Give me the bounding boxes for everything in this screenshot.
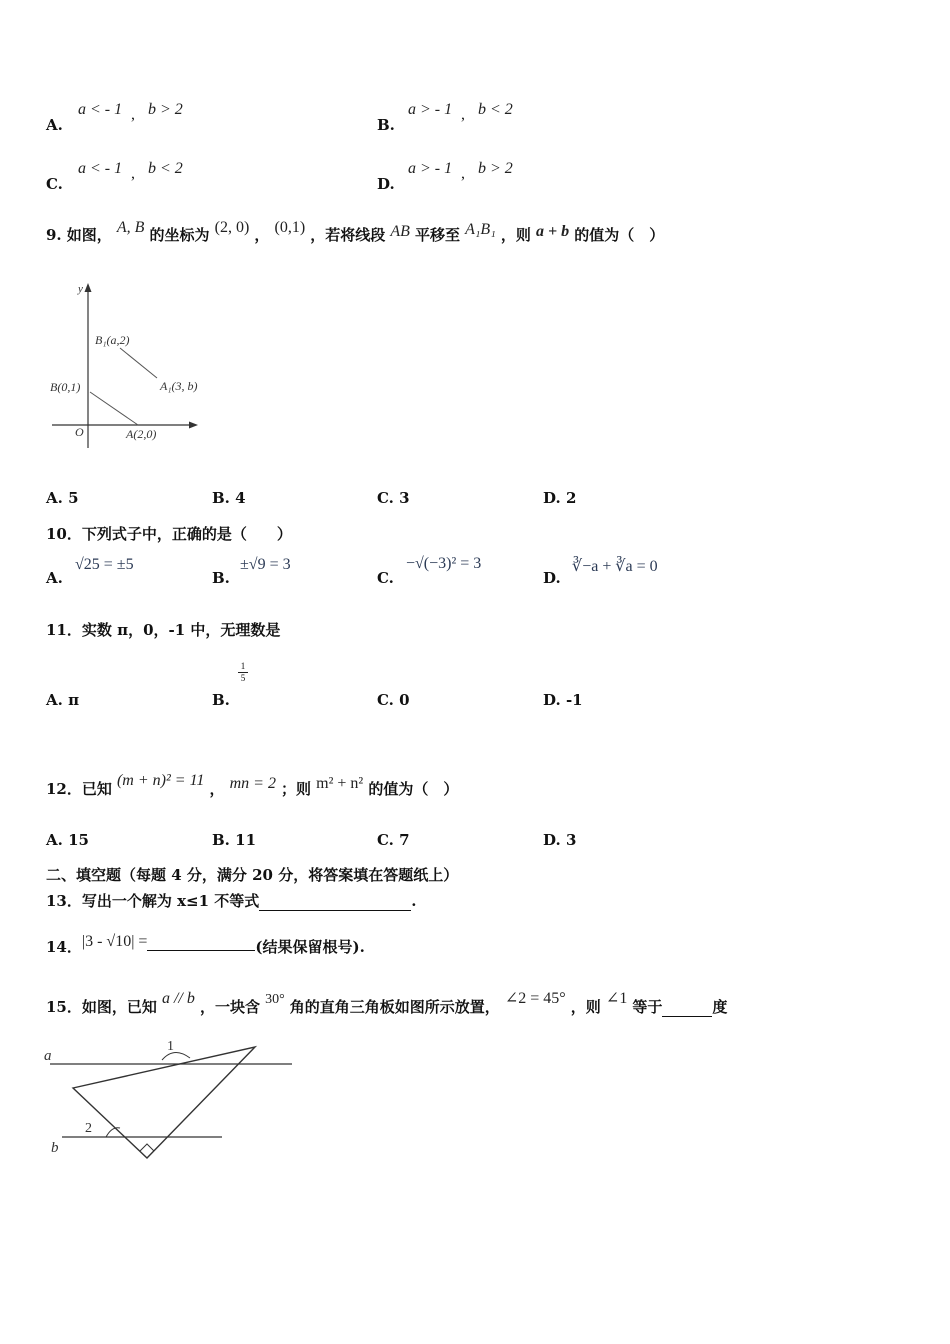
- q15-text-0: 15．如图，已知: [46, 998, 157, 1016]
- q15-end: 度: [712, 998, 728, 1016]
- q8-option-d-expr-b: b > 2: [478, 160, 513, 177]
- q9-label-a1: A₁(3, b): [160, 379, 198, 393]
- q9-math-sum: a + b: [535, 223, 570, 240]
- q8-option-a-label: A.: [46, 116, 63, 134]
- q8-option-c-expr-b: b < 2: [148, 160, 183, 177]
- q9-option-d: [543, 489, 576, 507]
- q10-option-c-label: C.: [377, 569, 394, 587]
- q11-option-d-label: D.: [543, 691, 561, 709]
- q14-end: (结果保留根号).: [255, 938, 365, 956]
- q9-text-2: 的坐标为: [149, 226, 210, 244]
- q8-option-a-expr-a: a < - 1: [78, 101, 123, 118]
- q11-stem: 11．实数 π，0，-1 中，无理数是: [46, 621, 281, 639]
- q9-option-b-label: B.: [212, 489, 230, 507]
- q8-option-d-label: D.: [377, 175, 395, 193]
- q9-option-b-value: 4: [235, 489, 246, 507]
- q11-option-a: [46, 691, 79, 709]
- q12-stem: [46, 772, 459, 799]
- q11-option-c: [377, 691, 410, 709]
- q8-option-d-expr-a: a > - 1: [408, 160, 453, 177]
- q15-answer-blank[interactable]: [662, 1000, 712, 1017]
- q8-option-c-label: C.: [46, 175, 63, 193]
- q12-math-2: mn = 2: [229, 775, 276, 792]
- q15-triangle-figure: [40, 1030, 310, 1165]
- q11-option-d-value: -1: [565, 691, 583, 709]
- q9-option-a-value: 5: [68, 489, 79, 507]
- q8-option-a-sep: ,: [131, 106, 135, 123]
- q9-label-o: O: [75, 425, 84, 439]
- q15-right-angle-mark: [140, 1144, 154, 1151]
- q9-segment-ab: [90, 392, 138, 425]
- q15-label-2: 2: [85, 1121, 92, 1136]
- q10-option-b-label: B.: [212, 569, 230, 587]
- q14-stem: [46, 930, 365, 956]
- q9-text-6: ，则: [500, 226, 531, 244]
- q8-option-b-label: B.: [377, 116, 395, 134]
- q12-option-d-value: 3: [565, 831, 577, 849]
- q9-x-axis-arrow: [189, 422, 198, 429]
- q12-option-d-label: D.: [543, 831, 561, 849]
- q9-option-d-label: D.: [543, 489, 561, 507]
- q8-option-b-expr-b: b < 2: [478, 101, 513, 118]
- q11-option-d: [543, 691, 583, 709]
- q12-option-a-label: A.: [46, 831, 63, 849]
- q15-text-3: ，则: [570, 998, 601, 1016]
- q12-option-b-label: B.: [212, 831, 230, 849]
- q13-stem: [46, 890, 417, 911]
- q10-option-c-value: −√(−3)² = 3: [406, 555, 482, 572]
- q15-label-a: a: [44, 1048, 52, 1064]
- q15-text-4: 等于: [632, 998, 663, 1016]
- q13-text: 13．写出一个解为 x≤1 不等式: [46, 892, 260, 910]
- q11-option-c-value: 0: [399, 691, 410, 709]
- q8-option-d-sep: ,: [461, 165, 465, 182]
- q9-number: 9.: [46, 226, 62, 244]
- q9-option-a-label: A.: [46, 489, 63, 507]
- q9-coordinate-figure: [40, 278, 220, 456]
- q15-text-2: 角的直角三角板如图所示放置，: [289, 998, 500, 1016]
- q9-math-ab: A, B: [116, 219, 145, 236]
- q9-math-a-coord: (2, 0): [214, 219, 250, 236]
- q12-text-2: ；则: [281, 780, 312, 798]
- q9-segment-a1b1: [120, 348, 157, 378]
- q10-option-b-value: ±√9 = 3: [240, 556, 291, 573]
- q12-text-1: ，: [209, 780, 225, 798]
- q12-option-d: [543, 831, 576, 849]
- q10-option-a-value: √25 = ±5: [75, 556, 134, 573]
- q9-option-c-label: C.: [377, 489, 394, 507]
- q12-option-a: [46, 831, 89, 849]
- q9-text-5: 平移至: [414, 226, 460, 244]
- section-title: 二、填空题（每题 4 分，满分 20 分，将答案填在答题纸上）: [46, 866, 459, 884]
- q12-math-3: m² + n²: [316, 775, 364, 792]
- q9-option-c: [377, 489, 410, 507]
- q12-option-b-value: 11: [235, 831, 257, 849]
- q9-label-a: A(2,0): [126, 427, 157, 441]
- q15-math-angle-30: 30°: [265, 992, 285, 1007]
- q11-option-b-denominator: 5: [238, 672, 248, 684]
- q9-math-segment: AB: [390, 223, 410, 240]
- q10-option-a-label: A.: [46, 569, 63, 587]
- q9-y-axis-arrow: [85, 283, 92, 292]
- q14-expression: |3 - √10| =: [81, 933, 148, 950]
- q15-stem: [46, 990, 728, 1017]
- q9-label-y: y: [78, 283, 83, 295]
- q15-angle-2-arc: [106, 1128, 120, 1137]
- q12-text-3: 的值为（ ）: [368, 780, 459, 798]
- q12-option-c: [377, 831, 410, 849]
- q10-stem: 10．下列式子中，正确的是（ ）: [46, 525, 292, 543]
- q14-answer-blank[interactable]: [147, 932, 255, 951]
- q12-option-c-value: 7: [399, 831, 410, 849]
- q12-option-a-value: 15: [68, 831, 89, 849]
- q9-math-segment-1: A₁B₁: [465, 221, 496, 238]
- q9-option-d-value: 2: [565, 489, 577, 507]
- q9-option-b: [212, 489, 246, 507]
- q15-label-1: 1: [167, 1039, 174, 1054]
- q9-text-4: ，若将线段: [310, 226, 386, 244]
- q11-option-b-fraction: [238, 661, 248, 684]
- q14-number: 14．: [46, 938, 82, 956]
- q11-option-a-value: π: [68, 691, 80, 709]
- q8-option-c-sep: ,: [131, 165, 135, 182]
- q9-option-c-value: 3: [399, 489, 410, 507]
- q8-option-c-expr-a: a < - 1: [78, 160, 123, 177]
- q11-option-b-label: B.: [212, 691, 230, 709]
- q15-math-parallel: a // b: [161, 990, 195, 1007]
- q12-text-0: 12．已知: [46, 780, 112, 798]
- q15-math-angle-1: ∠1: [605, 990, 628, 1007]
- q11-option-a-label: A.: [46, 691, 63, 709]
- q13-end: .: [411, 892, 417, 910]
- q12-option-b: [212, 831, 256, 849]
- q12-math-1: (m + n)² = 11: [116, 772, 205, 789]
- q10-option-d-label: D.: [543, 569, 561, 587]
- q11-option-c-label: C.: [377, 691, 394, 709]
- q8-option-a-expr-b: b > 2: [148, 101, 183, 118]
- q12-option-c-label: C.: [377, 831, 394, 849]
- q8-option-b-sep: ,: [461, 106, 465, 123]
- q15-math-angle-2: ∠2 = 45°: [504, 990, 566, 1007]
- q15-label-b: b: [51, 1140, 59, 1156]
- q9-option-a: [46, 489, 79, 507]
- q9-text-7: 的值为（ ）: [574, 226, 665, 244]
- q8-option-b-expr-a: a > - 1: [408, 101, 453, 118]
- q9-text-3: ，: [254, 226, 270, 244]
- q9-math-b-coord: (0,1): [274, 219, 306, 236]
- q10-option-d-value: ∛−a + ∛a = 0: [572, 558, 658, 575]
- q15-text-1: ，一块含: [199, 998, 260, 1016]
- q9-label-b1: B₁(a,2): [95, 333, 130, 347]
- q13-answer-blank[interactable]: [259, 894, 411, 911]
- q9-text-1: 如图，: [66, 226, 112, 244]
- q9-stem: [46, 219, 665, 245]
- q9-label-b: B(0,1): [50, 380, 81, 394]
- q11-option-b-numerator: 1: [240, 661, 246, 671]
